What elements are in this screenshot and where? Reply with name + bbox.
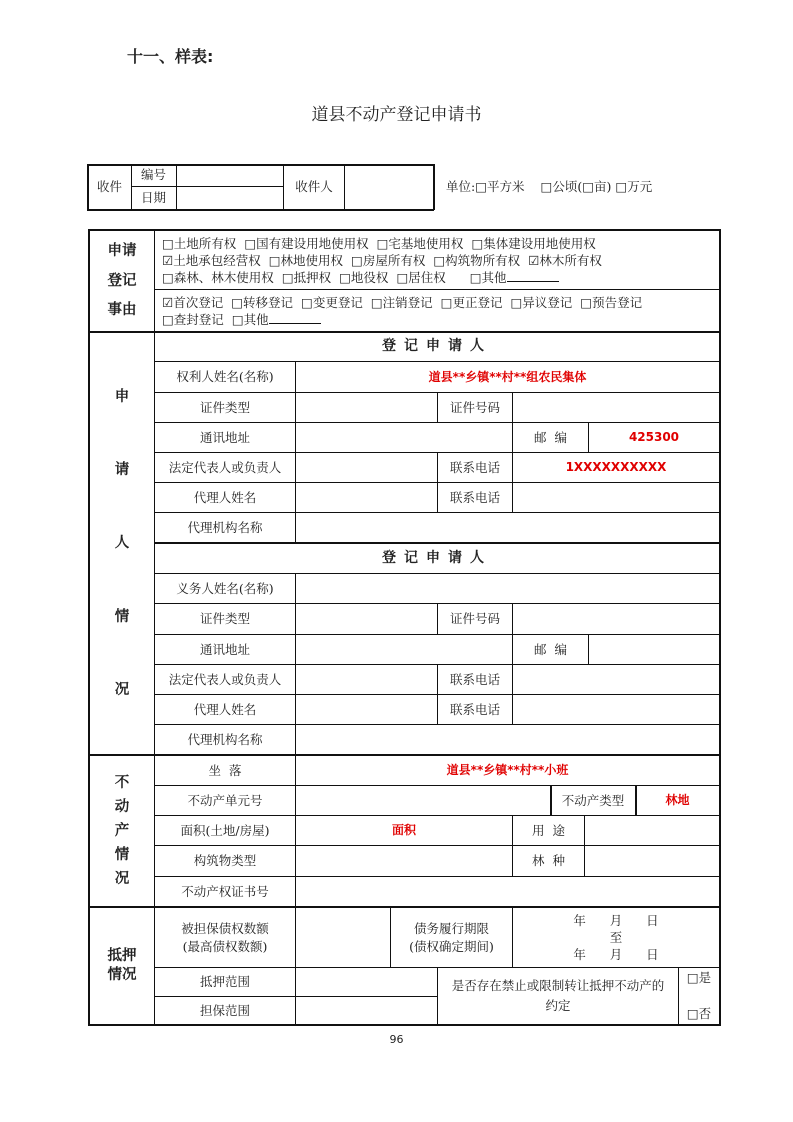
secured-amount-label <box>155 908 295 967</box>
obligor-legal-rep-label: 法定代表人或负责人 <box>168 671 282 687</box>
option-mortgage[interactable]: □抵押权 <box>281 270 332 285</box>
obligor-id-type-label: 证件类型 <box>199 611 250 627</box>
obligee-phone-label: 联系电话 <box>449 459 500 475</box>
applicant-side-label-4: 情 <box>114 608 130 625</box>
obligee-phone-value[interactable]: 1XXXXXXXXXX <box>565 460 667 474</box>
date-field[interactable] <box>177 187 283 209</box>
transfer-restriction-label: 是否存在禁止或限制转让抵押不动产的约定 <box>451 978 665 1013</box>
option-state-land-use[interactable]: □国有建设用地使用权 <box>244 236 369 251</box>
unit-option-sqm[interactable]: □平方米 <box>475 179 525 194</box>
obligee-legal-rep-label: 法定代表人或负责人 <box>168 459 282 475</box>
other-registration-blank[interactable] <box>269 311 321 324</box>
property-side-label <box>90 756 154 906</box>
property-type-value[interactable]: 林地 <box>665 793 690 807</box>
forest-type-field[interactable] <box>585 846 719 876</box>
obligee-address-label: 通讯地址 <box>199 429 250 445</box>
obligor-postcode-field[interactable] <box>589 635 719 664</box>
structure-type-field[interactable] <box>296 846 512 876</box>
obligee-id-no-field[interactable] <box>513 393 719 422</box>
obligor-id-no-field[interactable] <box>513 604 719 634</box>
mortgage-side-label-1: 抵押 <box>107 948 137 964</box>
option-house-ownership[interactable]: □房屋所有权 <box>351 253 426 268</box>
reason-side-label-2: 登记 <box>107 272 137 289</box>
debt-period-label-line2: (债权确定期间) <box>409 938 494 954</box>
option-other-registration[interactable]: □其他 <box>231 312 269 327</box>
obligee-agent-label: 代理人姓名 <box>193 489 257 505</box>
option-correction-registration[interactable]: □更正登记 <box>440 295 503 310</box>
debt-period-field[interactable] <box>513 908 719 967</box>
option-collective-land-use[interactable]: □集体建设用地使用权 <box>471 236 596 251</box>
transfer-restriction-options <box>679 968 719 1024</box>
unit-option-hectare[interactable]: □公顷(□亩) <box>540 179 612 194</box>
option-structure-ownership[interactable]: □构筑物所有权 <box>433 253 521 268</box>
obligor-agent-phone-label: 联系电话 <box>449 701 500 717</box>
obligee-name-value[interactable]: 道县**乡镇**村**组农民集体 <box>428 369 587 384</box>
obligee-agency-label: 代理机构名称 <box>187 519 263 535</box>
guarantee-scope-label: 担保范围 <box>199 1002 250 1018</box>
obligor-agent-phone-field[interactable] <box>513 695 719 724</box>
obligee-agent-field[interactable] <box>296 483 437 512</box>
unit-label: 单位: <box>446 179 476 194</box>
option-cancel-registration[interactable]: □注销登记 <box>370 295 433 310</box>
option-seal-registration[interactable]: □查封登记 <box>162 312 224 327</box>
property-side-label-5: 况 <box>114 871 130 887</box>
option-homestead-use[interactable]: □宅基地使用权 <box>376 236 464 251</box>
receipt-label: 收件 <box>96 179 122 195</box>
section-heading: 十一、样表: <box>127 47 214 66</box>
obligee-id-no-label: 证件号码 <box>449 399 500 415</box>
restriction-no-checkbox[interactable]: □否 <box>686 1006 712 1022</box>
number-label: 编号 <box>140 167 166 183</box>
obligor-legal-rep-field[interactable] <box>296 665 437 694</box>
obligee-id-type-field[interactable] <box>296 393 437 422</box>
period-end-date[interactable]: 年 月 日 <box>573 947 659 962</box>
obligor-postcode-label: 邮 编 <box>534 641 567 657</box>
obligee-postcode-label: 邮 编 <box>534 429 567 445</box>
option-transfer-registration[interactable]: □转移登记 <box>231 295 294 310</box>
option-tree-ownership[interactable]: ☑林木所有权 <box>528 253 602 268</box>
mortgage-scope-label: 抵押范围 <box>199 974 250 990</box>
mortgage-side-label <box>90 908 154 1024</box>
use-label: 用 途 <box>532 822 565 838</box>
cert-no-label: 不动产权证书号 <box>181 883 269 899</box>
unit-no-field[interactable] <box>296 786 550 815</box>
obligee-id-type-label: 证件类型 <box>199 399 250 415</box>
obligor-name-field[interactable] <box>296 574 719 603</box>
debt-period-label <box>391 908 512 967</box>
reason-side-label <box>90 231 154 331</box>
option-advance-registration[interactable]: □预告登记 <box>580 295 643 310</box>
reason-side-label-3: 事由 <box>107 302 137 319</box>
structure-type-label: 构筑物类型 <box>193 853 257 869</box>
property-side-label-3: 产 <box>114 823 130 839</box>
unit-option-10k-yuan[interactable]: □万元 <box>615 179 653 194</box>
obligor-agent-field[interactable] <box>296 695 437 724</box>
obligor-id-type-field[interactable] <box>296 604 437 634</box>
area-value[interactable]: 面积 <box>391 823 416 837</box>
applicant-side-label-5: 况 <box>114 681 130 698</box>
obligee-agency-field[interactable] <box>296 513 719 542</box>
option-land-contract[interactable]: ☑土地承包经营权 <box>162 253 261 268</box>
right-type-row-1 <box>162 235 610 252</box>
property-side-label-1: 不 <box>114 775 130 791</box>
option-residence[interactable]: □居住权 <box>396 270 446 285</box>
obligor-header: 登记申请人 <box>382 549 492 566</box>
registration-type-options <box>162 294 642 328</box>
guarantee-scope-field[interactable] <box>296 997 437 1024</box>
obligee-postcode-value[interactable]: 425300 <box>628 430 680 444</box>
location-label: 坐 落 <box>208 762 242 778</box>
obligee-name-label: 权利人姓名(名称) <box>176 369 274 385</box>
property-side-label-2: 动 <box>114 799 130 815</box>
obligor-agent-label: 代理人姓名 <box>193 701 257 717</box>
other-right-blank[interactable] <box>507 269 559 282</box>
mortgage-side-label-2: 情况 <box>107 967 137 983</box>
forest-type-label: 林 种 <box>532 853 565 869</box>
unit-options <box>446 178 652 195</box>
applicant-side-label-1: 申 <box>114 389 130 406</box>
obligee-address-field[interactable] <box>296 423 512 452</box>
obligor-address-label: 通讯地址 <box>199 641 250 657</box>
mortgage-scope-field[interactable] <box>296 968 437 996</box>
obligor-phone-field[interactable] <box>513 665 719 694</box>
obligor-id-no-label: 证件号码 <box>449 611 500 627</box>
number-field[interactable] <box>177 164 283 186</box>
option-other-right[interactable]: □其他 <box>469 270 507 285</box>
receiver-label: 收件人 <box>295 179 333 195</box>
secured-amount-field[interactable] <box>296 908 390 967</box>
obligee-header: 登记申请人 <box>382 338 492 355</box>
applicant-side-label-2: 请 <box>114 462 130 479</box>
location-value[interactable]: 道县**乡镇**村**小班 <box>446 763 569 777</box>
secured-amount-label-line1: 被担保债权数额 <box>181 920 269 936</box>
use-field[interactable] <box>585 816 719 845</box>
right-type-row-3 <box>162 269 610 286</box>
property-type-label: 不动产类型 <box>561 792 625 808</box>
period-to-label: 至 <box>609 930 623 945</box>
obligor-name-label: 义务人姓名(名称) <box>176 580 274 596</box>
property-side-label-4: 情 <box>114 847 130 863</box>
receiver-field[interactable] <box>345 164 433 210</box>
option-land-ownership[interactable]: □土地所有权 <box>162 236 237 251</box>
applicant-side-label-3: 人 <box>114 535 130 552</box>
unit-no-label: 不动产单元号 <box>187 792 263 808</box>
obligor-agency-label: 代理机构名称 <box>187 731 263 747</box>
applicant-side-label <box>90 333 154 754</box>
obligee-legal-rep-field[interactable] <box>296 453 437 482</box>
option-objection-registration[interactable]: □异议登记 <box>510 295 573 310</box>
page-number: 96 <box>389 1033 404 1046</box>
reason-side-label-1: 申请 <box>107 243 137 260</box>
right-type-options <box>162 235 610 286</box>
option-forest-land-use[interactable]: □林地使用权 <box>268 253 344 268</box>
obligee-agent-phone-field[interactable] <box>513 483 719 512</box>
area-label: 面积(土地/房屋) <box>180 822 270 838</box>
secured-amount-label-line2: (最高债权数额) <box>182 938 268 954</box>
option-change-registration[interactable]: □变更登记 <box>301 295 363 310</box>
obligor-address-field[interactable] <box>296 635 512 664</box>
form-title: 道县不动产登记申请书 <box>311 105 482 125</box>
cert-no-field[interactable] <box>296 877 719 906</box>
obligor-agency-field[interactable] <box>296 725 719 754</box>
option-forest-use[interactable]: □森林、林木使用权 <box>162 270 274 285</box>
obligee-agent-phone-label: 联系电话 <box>449 489 500 505</box>
option-first-registration[interactable]: ☑首次登记 <box>162 295 224 310</box>
debt-period-label-line1: 债务履行期限 <box>413 920 489 936</box>
registration-type-row-2 <box>162 311 642 328</box>
right-type-row-2 <box>162 252 610 269</box>
obligor-phone-label: 联系电话 <box>449 671 500 687</box>
period-start-date[interactable]: 年 月 日 <box>573 913 659 928</box>
option-easement[interactable]: □地役权 <box>339 270 389 285</box>
registration-type-row-1 <box>162 294 642 311</box>
restriction-yes-checkbox[interactable]: □是 <box>686 970 712 985</box>
date-label: 日期 <box>140 190 166 206</box>
